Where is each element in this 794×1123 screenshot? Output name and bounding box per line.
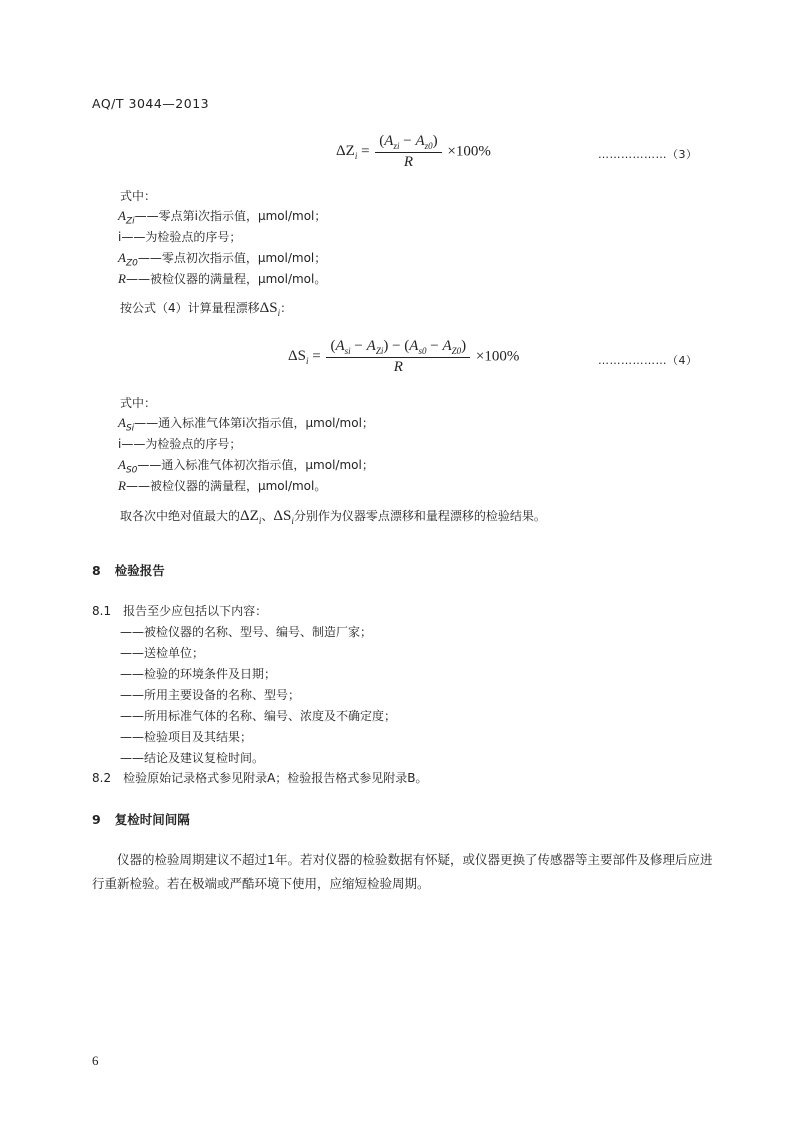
formula-3: $\Delta Z_i$ = $\frac{(A_{zi} - A_{z0})}{R}$ ×100% [336,133,491,170]
section-9-heading: 9 复检时间间隔 [92,812,190,827]
formula-3-denominator: R [403,154,414,170]
legend-1-item: $A_{Zi}——$零点第i次指示值，μmol/mol； [118,208,327,227]
report-content-item: ——被检仪器的名称、型号、编号、制造厂家； [120,625,373,639]
legend-2-item: R——被检仪器的满量程，μmol/mol。 [118,478,327,493]
legend-2-item: $A_{Si}——$通入标准气体第i次指示值，μmol/mol； [118,415,374,434]
standard-code: AQ/T 3044—2013 [92,96,210,111]
legend-2-item: i——为检验点的序号； [118,437,242,451]
report-content-item: ——检验的环境条件及日期； [120,667,277,681]
formula-4-fraction [326,338,470,376]
formula-3-multiplier: ×100% [447,143,491,160]
clause-8-2: 8.2 检验原始记录格式参见附录A；检验报告格式参见附录B。 [92,771,428,785]
legend-1-title: 式中： [120,189,157,203]
legend-1-item: i——为检验点的序号； [118,230,242,244]
report-content-item: ——所用标准气体的名称、编号、浓度及不确定度； [120,709,397,723]
report-content-item: ——所用主要设备的名称、型号； [120,688,301,702]
section-8-heading: 8 检验报告 [92,563,165,578]
clause-8-1: 8.1 报告至少应包括以下内容： [92,604,268,618]
formula-4-multiplier: ×100% [475,348,520,365]
legend-2-item: $A_{S0}——$通入标准气体初次指示值，μmol/mol； [118,457,374,476]
section-9-paragraph: 仪器的检验周期建议不超过1年。若对仪器的检验数据有怀疑，或仪器更换了传感器等主要部件及修理后应进行重新检验。若在极端或严酷环境下使用，应缩短检验周期。 [92,852,713,891]
report-content-item: ——结论及建议复检时间。 [120,751,265,765]
page-number: 6 [92,1053,99,1068]
formula-3-lhs: $\Delta Z_i$ [336,143,358,162]
conclusion-sentence: 取各次中绝对值最大的$\Delta Z_i$、$\Delta S_i$分别作为仪器零点漂移和量程漂移的检验结果。 [120,508,546,526]
formula-4-numerator: $(A_{si} - A_{Zi}) - (A_{s0} - A_{Z0})$ [326,338,470,358]
formula-4-denominator: R [393,359,403,375]
legend-2-title: 式中： [120,396,157,410]
legend-1-item: $A_{Z0}——$零点初次指示值，μmol/mol； [118,250,327,269]
formula-4-intro: 按公式（4）计算量程漂移$\Delta S_i$： [120,300,293,318]
report-content-item: ——送检单位； [120,646,205,660]
legend-1-item: R——被检仪器的满量程，μmol/mol。 [118,271,327,286]
formula-4-lhs: $\Delta S_i$ [288,348,309,367]
report-content-item: ——检验项目及其结果； [120,730,253,744]
formula-3-fraction [375,133,441,171]
formula-3-numerator: $(A_{zi} - A_{z0})$ [375,133,441,153]
equation-number-3: ………………（3） [598,148,698,161]
equation-number-4: ………………（4） [598,354,698,367]
formula-4: $\Delta S_i$ = $\frac{(A_{si} - A_{Zi}) - (A_{s0} - A_{Z0})}{R}$ ×100% [288,338,520,375]
